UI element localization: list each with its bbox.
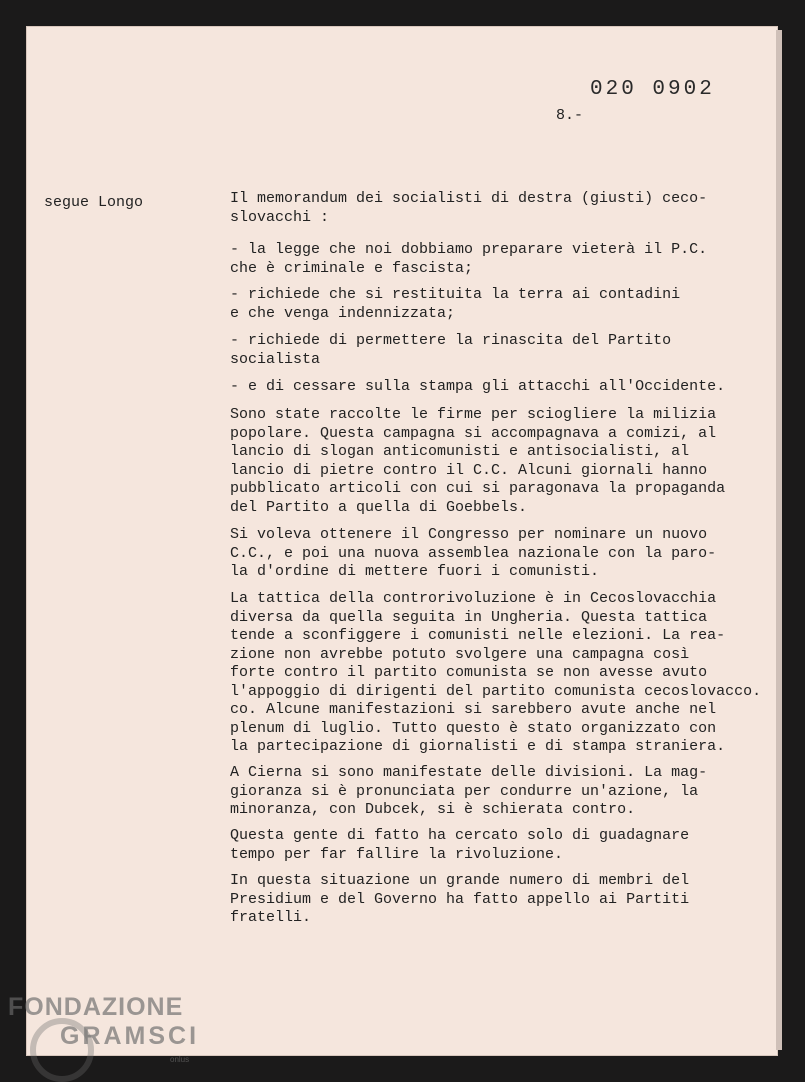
text-line: diversa da quella seguita in Ungheria. Questa tattica [230,608,708,626]
page-edge [776,30,782,1050]
text-line: lancio di pietre contro il C.C. Alcuni giornali hanno [230,461,708,479]
paragraph-item-party [230,332,671,369]
text-line: la partecipazione di giornalisti e di stampa straniera. [230,738,726,755]
text-line: A Cierna si sono manifestate delle divisioni. La mag- [230,764,708,781]
paragraph-congress [230,526,716,582]
text-line: Presidium e del Governo ha fatto appello ai Partiti [230,890,690,908]
watermark [8,993,199,1051]
paragraph-signatures [230,406,725,517]
text-line: fratelli. [230,909,312,926]
paragraph-counterrevolution [230,590,761,757]
text-line: La tattica della controrivoluzione è in Cecoslovacchia [230,590,717,607]
watermark-sub: onlus [170,1055,190,1064]
text-line: del Partito a quella di Goebbels. [230,498,528,516]
text-line: In questa situazione un grande numero di membri del [230,872,690,889]
text-line: la d'ordine di mettere fuori i comunisti. [230,563,600,580]
text-line: socialista [230,350,321,368]
text-line: l'appoggio di dirigenti del partito comunista cecoslovacco. [230,682,762,700]
paragraph-cierna [230,764,707,820]
text-line: minoranza, con Dubcek, si è schierata contro. [230,801,636,818]
text-line: forte contro il partito comunista se non avesse avuto [230,664,708,681]
text-line: - la legge che noi dobbiamo preparare vieterà il P.C. [230,241,708,258]
paragraph-item-law [230,241,707,278]
text-line: plenum di luglio. Tutto questo è stato organizzato con [230,719,717,737]
text-line: e che venga indennizzata; [230,304,456,322]
margin-note-speaker: segue Longo [44,194,144,211]
text-line: popolare. Questa campagna si accompagnava a comizi, al [230,424,717,442]
paragraph-memorandum [230,190,707,227]
paragraph-item-press [230,378,725,397]
text-line: co. Alcune manifestazioni si sarebbero avute anche nel [230,701,717,718]
text-line: gioranza si è pronunciata per condurre un'azione, la [230,782,699,800]
paragraph-item-land [230,286,680,323]
text-line: slovacchi : [230,208,330,226]
watermark-line2: GRAMSCI [60,1022,200,1050]
text-line: che è criminale e fascista; [230,259,474,277]
text-line: - richiede che si restituita la terra ai contadini [230,286,681,303]
paragraph-appeal [230,872,689,928]
text-line: Il memorandum dei socialisti di destra (giusti) ceco- [230,190,708,207]
text-line: zione non avrebbe potuto svolgere una campagna così [230,645,690,663]
text-line: lancio di slogan anticomunisti e antisocialisti, al [230,443,690,460]
text-line: - richiede di permettere la rinascita del Partito [230,332,672,349]
watermark-line1: FONDAZIONE [8,993,184,1021]
page-number: 8.- [556,107,584,124]
text-line: - e di cessare sulla stampa gli attacchi all'Occidente. [230,378,726,395]
archive-number: 020 0902 [590,78,715,101]
text-line: tende a sconfiggere i comunisti nelle elezioni. La rea- [230,627,726,644]
text-line: Questa gente di fatto ha cercato solo di guadagnare [230,827,690,844]
text-line: Sono state raccolte le firme per sciogliere la milizia [230,406,717,423]
text-line: pubblicato articoli con cui si paragonava la propaganda [230,480,726,497]
text-line: tempo per far fallire la rivoluzione. [230,845,564,863]
text-line: Si voleva ottenere il Congresso per nominare un nuovo [230,526,708,543]
text-line: C.C., e poi una nuova assemblea nazionale con la paro- [230,544,717,562]
paragraph-people [230,827,689,864]
